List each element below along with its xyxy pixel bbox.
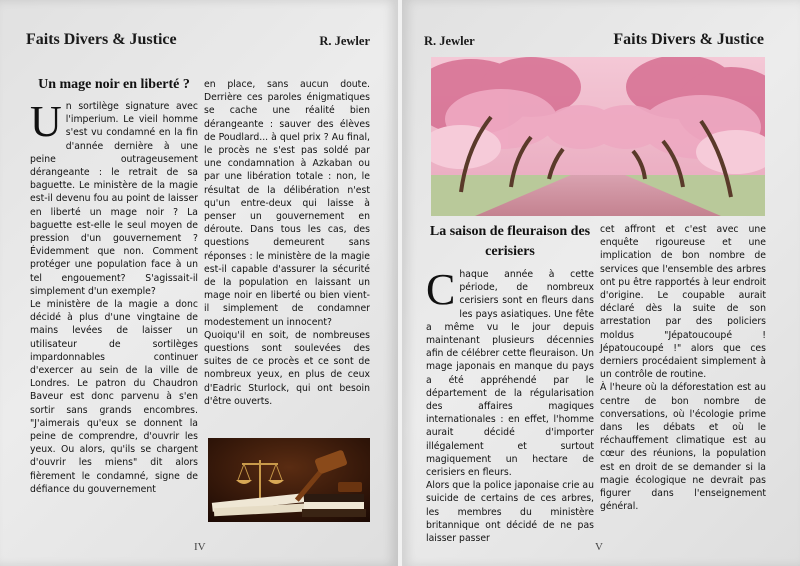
article-column-2 [204, 78, 370, 408]
header-author: R. Jewler [424, 34, 475, 48]
page-number: IV [194, 541, 206, 553]
article-column-1 [30, 72, 198, 496]
article-title: Un mage noir en liberté ? [38, 77, 190, 92]
article-paragraph: Quoiqu'il en soit, de nombreuses questions sont soulevées des suites de ce procès et ce sont de nombreux yeux, en plus de ceux d'Eadric Sturlock, qui ont besoin d'être ouverts. [204, 329, 370, 407]
header-author: R. Jewler [319, 34, 370, 48]
article-title: La saison de fleuraison des cerisiers [429, 224, 591, 259]
left-page [0, 0, 398, 566]
right-page [402, 0, 800, 566]
cherry-blossom-photo [431, 57, 765, 216]
header-section-title: Faits Divers & Justice [613, 31, 764, 48]
article-paragraph: haque année à cette période, de nombreux cerisiers sont en fleurs dans les pays asiatiques. Une fête a même vu le jour depuis maintenant plusieurs décennies afin de célébrer cette fleuraison. Un mage japonais en manque du pays a été appréhendé par le département de la régularisation des affaires magiques internationales : en effet, l'homme aurait décidé d'importer illégalement et surtout magiquement un hectare de cerisiers en fleurs. [426, 269, 594, 479]
article-paragraph: n sortilège signature avec l'imperium. Le vieil homme s'est vu condamné en la fin d'année dernière à une peine outrageusement dérangeante : le retrait de sa baguette. Le ministère de la magie est-il devenu fou au point de laisser en liberté un mage noir ? La baguette est-elle le seul moyen de pression d'un gouvernement ? Évidemment que non. Comment protéger une population face à un tel engouement? S'agissait-il simplement d'un exemple? [30, 101, 198, 297]
article-paragraph: Le ministère de la magie a donc décidé à plus d'une vingtaine de mains levées de laisser un utilisateur de sortilèges impardonnables continuer d'exercer au sein de la ville de Londres. Le patron du Chaudron Baveur est donc parvenu à s'en sortir sans grands encombres. "J'aimerais qu'eux se donnent la peine de comprendre, d'ouvrir les yeux. Ou alors, qu'ils se chargent d'ouvrir les miens" dit alors fièrement le condamné, signe de défiance du gouvernement [30, 299, 198, 495]
drop-cap: U [30, 97, 62, 146]
article-paragraph: en place, sans aucun doute. Derrière ces paroles énigmatiques se cache une réalité bien dérangeante : sauver des élèves de Poudlard... à quel prix ? Au final, le procès ne s'est pas soldé par une condamnation à Azkaban ou par une libération totale : non, le résultat de la délibération n'est qu'un entre-deux qui laisse à penser un gouvernement en déroute. Dans tous les cas, des questions demeurent sans réponses : le ministère de la magie est-il capable d'assurer la sécurité de la population en laissant un mage noir en liberté ou bien vient-il simplement de condamner modestement un innocent? [204, 79, 370, 328]
drop-cap: C [426, 265, 456, 314]
article-paragraph: Alors que la police japonaise crie au suicide de certains de ces arbres, les membres du ministère britannique ont décidé de ne pas laisser passer [426, 480, 594, 545]
gavel-books-photo [208, 438, 370, 522]
article-paragraph: cet affront et c'est avec une enquête rigoureuse et une implication de bon nombre de services que l'ensemble des arbres ont pu être rapportés à leur endroit d'origine. Le coupable aurait déclaré dès la suite de son arrestation par des policiers moldus "Jépatoucoupé ! Jépatoucoupé !" alors que ces derniers procédaient simplement à un contrôle de routine. [600, 224, 766, 381]
page-number: V [595, 541, 603, 553]
header-section-title: Faits Divers & Justice [26, 31, 177, 48]
article-column-1 [426, 222, 594, 545]
article-column-2 [600, 223, 766, 513]
article-paragraph: À l'heure où la déforestation est au centre de bon nombre de conversations, où l'écologie prime dans les débats et où le réchauffement climatique est au cœur des réunions, la population est en droit de se demander si la magie écologique ne devrait pas figurer dans l'enseignement général. [600, 382, 766, 513]
